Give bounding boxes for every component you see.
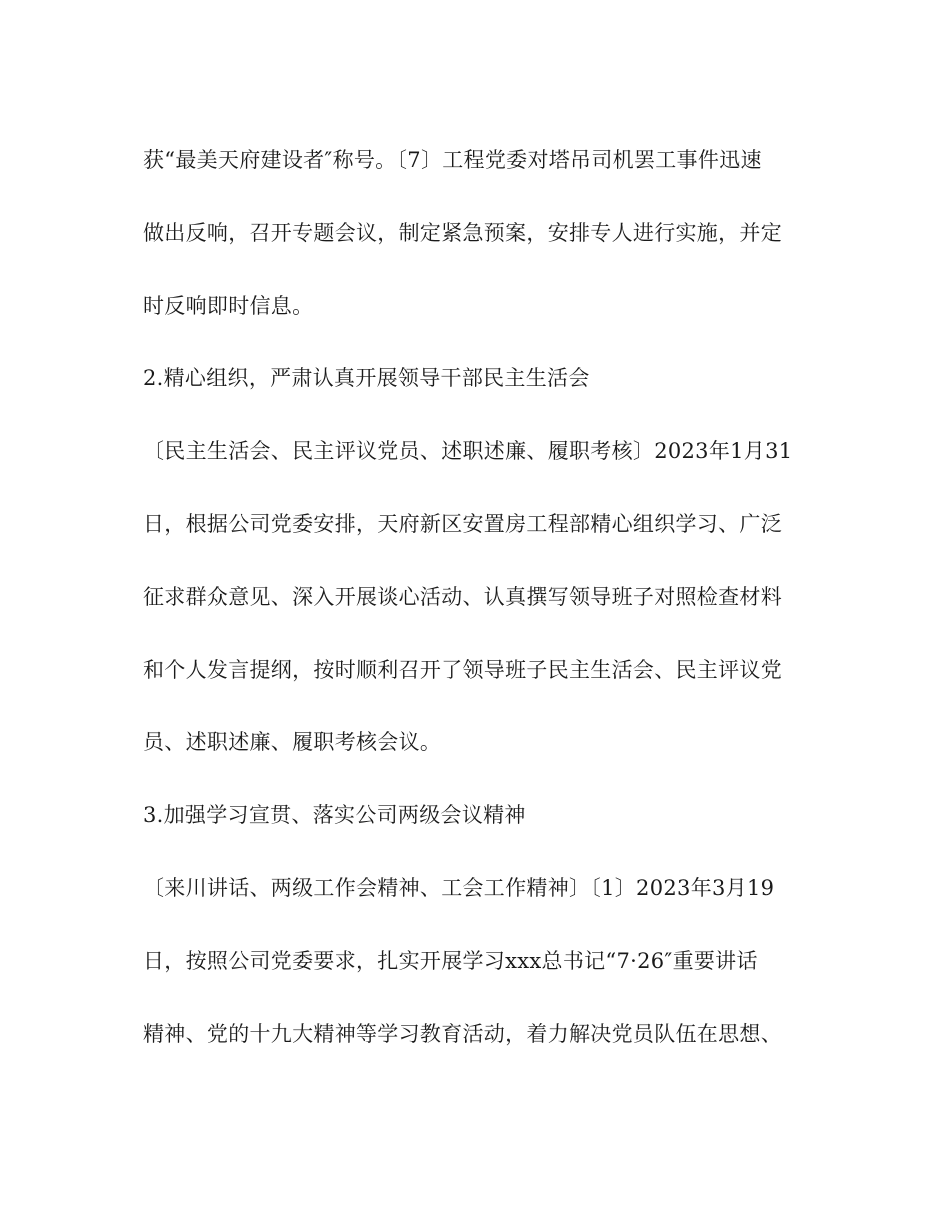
text-line: 做出反响，召开专题会议，制定紧急预案，安排专人进行实施，并定 (143, 220, 782, 245)
section-heading: 3.加强学习宣贯、落实公司两级会议精神 (143, 803, 526, 828)
text-line: 员、述职述廉、履职考核会议。 (143, 730, 442, 755)
text-line: 精神、党的十九大精神等学习教育活动，着力解决党员队伍在思想、 (143, 1021, 782, 1046)
text-line: 日，按照公司党委要求，扎实开展学习xxx总书记“7·26″重要讲话 (143, 948, 758, 973)
text-line: 〔来川讲话、两级工作会精神、工会工作精神〕〔1〕2023年3月19 (143, 875, 775, 900)
text-line: 时反响即时信息。 (143, 293, 314, 318)
text-line: 〔民主生活会、民主评议党员、述职述廉、履职考核〕2023年1月31 (143, 439, 793, 464)
text-line: 获“最美天府建设者″称号。〔7〕工程党委对塔吊司机罢工事件迅速 (143, 148, 762, 172)
text-line: 和个人发言提纲，按时顺利召开了领导班子民主生活会、民主评议党 (143, 657, 782, 682)
text-line: 日，根据公司党委安排，天府新区安置房工程部精心组织学习、广泛 (143, 511, 782, 536)
document-body (143, 138, 808, 1084)
text-line: 征求群众意见、深入开展谈心活动、认真撰写领导班子对照检查材料 (143, 584, 782, 609)
section-heading: 2.精心组织，严肃认真开展领导干部民主生活会 (143, 366, 590, 391)
